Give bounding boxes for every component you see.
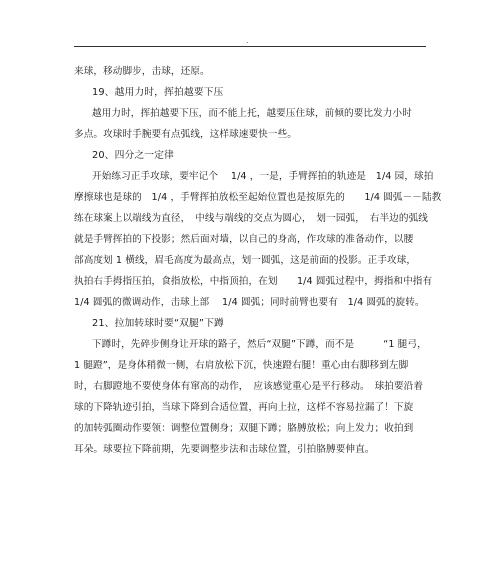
text-line: 多点。攻球时手腕要有点弧线，这样球速要快一些。 (74, 129, 297, 140)
section-heading-20: 20、四分之一定律 (92, 150, 174, 161)
text-line: 下蹲时，先碎步侧身让开球的路子，然后“双腿”下蹲，而不是 “1 腿弓， (92, 339, 427, 350)
text-line: 开始练习正手攻球，要牢记个 1/4 ，一是，手臂挥拍的轨迹是 1/4 园，球拍 (92, 171, 434, 182)
section-heading-21: 21、拉加转球时要“双腿”下蹲 (92, 318, 224, 329)
text-line: 时，右脚蹬地不要使身体有窜高的动作， 应该感觉重心是平行移动。 球拍要沿着 (74, 381, 424, 392)
text-line: 部高度划 1 横线，眉毛高度为最高点，划一圆弧，这是前面的投影。正手攻球， (74, 255, 417, 266)
section-heading-19: 19、越用力时，挥拍越要下压 (92, 87, 224, 98)
header-rule (74, 46, 426, 47)
text-line: 越用力时，挥拍越要下压，而不能上托，越要压住球，前倾的要比发力小时 (92, 108, 412, 119)
text-line: 来球，移动脚步，击球，还原。 (74, 66, 210, 77)
text-line: 球的下降轨迹引拍，当球下降到合适位置，再向上拉，这样不容易拉漏了！下旋 (74, 402, 414, 413)
text-line: 的加转弧圈动作要领：调整位置侧身；双腿下蹲；胳膊放松；向上发力；收拍到 (74, 423, 414, 434)
header-mark: . (246, 36, 249, 45)
text-line: 耳朵。球要拉下降前期，先要调整步法和击球位置，引拍胳膊要伸直。 (74, 444, 375, 455)
text-line: 1/4 圆弧的微调动作，击球上部 1/4 圆弧；同时前臂也要有 1/4 圆弧的旋转。 (74, 297, 425, 308)
text-line: 摩擦球也是球的 1/4 ，手臂挥拍放松至起始位置也是按原先的 1/4 圆弧－－陆教 (74, 192, 442, 203)
text-line: 练在球案上以端线为直径， 中线与端线的交点为圆心， 划一园弧， 右半边的弧线 (74, 213, 428, 224)
text-line: 就是手臂挥拍的下投影；然后面对墙，以自己的身高，作攻球的准备动作，以腰 (74, 234, 414, 245)
text-line: 1 腿蹬”，是身体稍微一侧，右肩放松下沉，快速蹬右腿！重心由右脚移到左脚 (74, 360, 409, 371)
text-line: 执拍右手拇指压拍，食指放松，中指顶拍，在划 1/4 圆弧过程中，拇指和中指有 (74, 276, 433, 287)
